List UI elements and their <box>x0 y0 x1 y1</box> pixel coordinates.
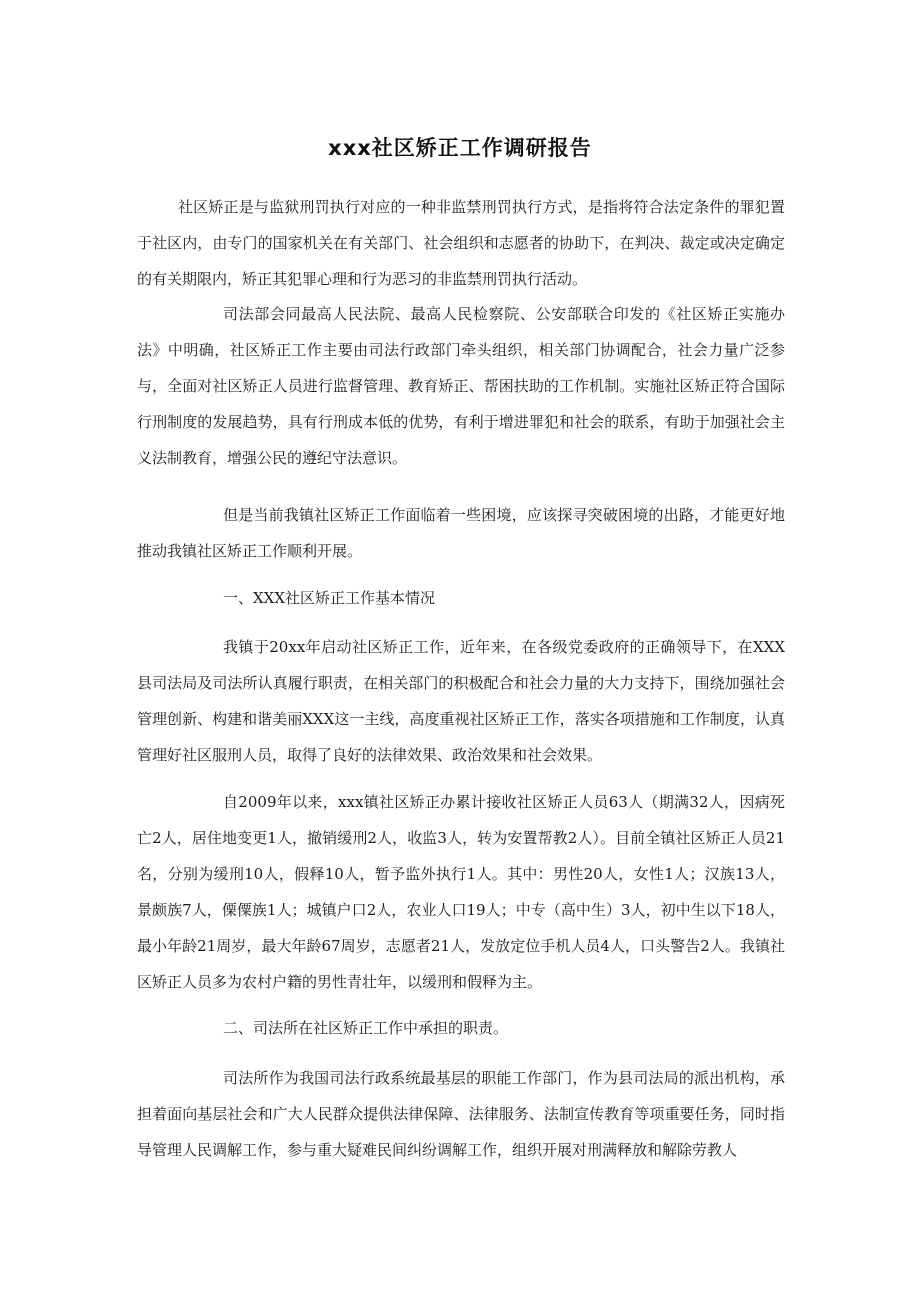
document-title: xxx社区矫正工作调研报告 <box>328 136 592 160</box>
section-heading-1: 一、XXX社区矫正工作基本情况 <box>223 589 436 607</box>
section-heading-2: 二、司法所在社区矫正工作中承担的职责。 <box>223 1019 509 1037</box>
paragraph-implementation-rules: 司法部会同最高人民法院、最高人民检察院、公安部联合印发的《社区矫正实施办法》中明确，社区矫正工作主要由司法行政部门牵头组织，相关部门协调配合，社会力量广泛参与，全面对社区矫正人员进行监督管理、教育矫正、帮困扶助的工作机制。实施社区矫正符合国际行刑制度的发展趋势，具有行刑成本低的优势，有利于增进罪犯和社会的联系，有助于加强社会主义法制教育，增强公民的遵纪守法意识。 <box>137 305 785 467</box>
paragraph-responsibilities: 司法所作为我国司法行政系统最基层的职能工作部门，作为县司法局的派出机构，承担着面向基层社会和广大人民群众提供法律保障、法律服务、法制宣传教育等项重要任务，同时指导管理人民调解工作，参与重大疑难民间纠纷调解工作，组织开展对刑满释放和解除劳教人 <box>137 1069 785 1159</box>
paragraph-statistics: 自2009年以来，xxx镇社区矫正办累计接收社区矫正人员63人（期满32人，因病死亡2人，居住地变更1人，撤销缓刑2人，收监3人，转为安置帮教2人）。目前全镇社区矫正人员21名，分别为缓刑10人，假释10人，暂予监外执行1人。其中：男性20人，女性1人；汉族13人，景颇族7人，傈僳族1人；城镇户口2人，农业人口19人；中专（高中生）3人，初中生以下18人，最小年龄21周岁，最大年龄67周岁，志愿者21人，发放定位手机人员4人，口头警告2人。我镇社区矫正人员多为农村户籍的男性青壮年，以缓刑和假释为主。 <box>137 793 785 991</box>
paragraph-difficulties: 但是当前我镇社区矫正工作面临着一些困境，应该探寻突破困境的出路，才能更好地推动我镇社区矫正工作顺利开展。 <box>137 506 785 560</box>
paragraph-intro: 社区矫正是与监狱刑罚执行对应的一种非监禁刑罚执行方式，是指将符合法定条件的罪犯置于社区内，由专门的国家机关在有关部门、社会组织和志愿者的协助下，在判决、裁定或决定确定的有关期限内，矫正其犯罪心理和行为恶习的非监禁刑罚执行活动。 <box>137 198 785 288</box>
paragraph-basic-situation: 我镇于20xx年启动社区矫正工作，近年来，在各级党委政府的正确领导下，在XXX县司法局及司法所认真履行职责，在相关部门的积极配合和社会力量的大力支持下，围绕加强社会管理创新、构建和谐美丽XXX这一主线，高度重视社区矫正工作，落实各项措施和工作制度，认真管理好社区服刑人员，取得了良好的法律效果、政治效果和社会效果。 <box>137 638 785 764</box>
